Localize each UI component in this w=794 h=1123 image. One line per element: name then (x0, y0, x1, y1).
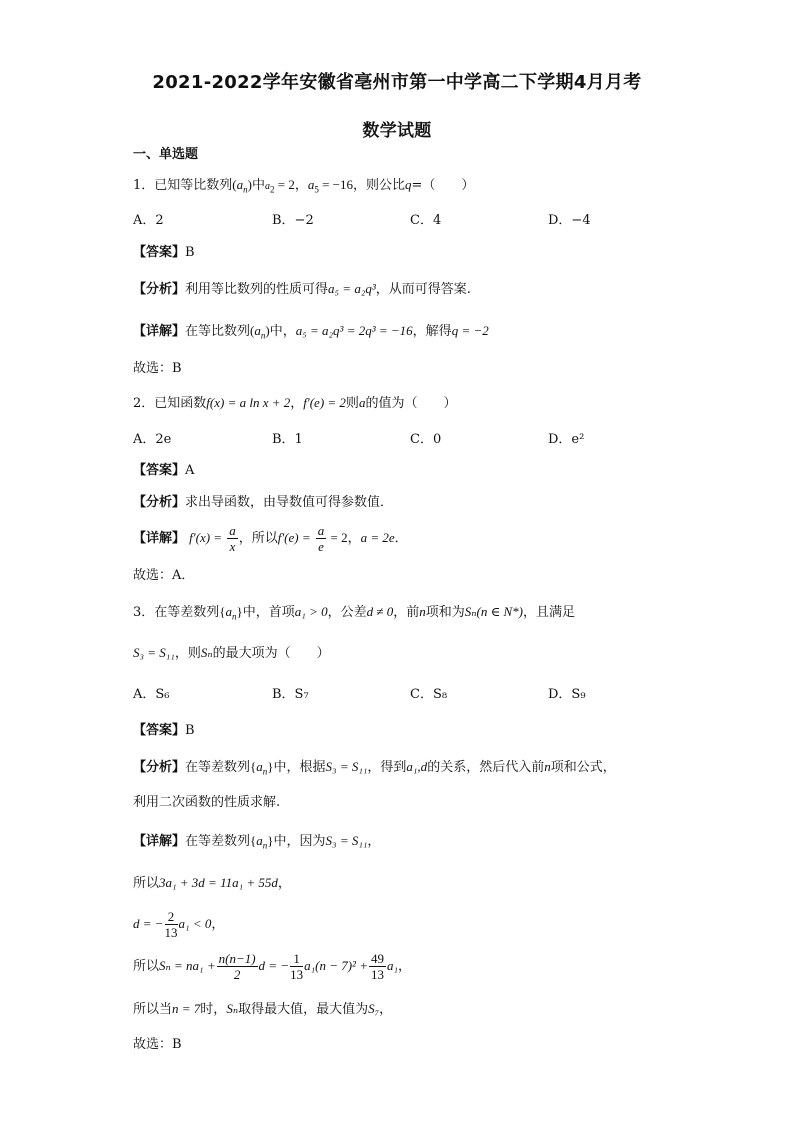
q3-step3-frac2 (290, 951, 303, 982)
q3-stem-f: ，且满足 (523, 605, 576, 620)
q1-c1-var: a (264, 181, 270, 192)
q3-stem-d: ，前 (393, 605, 420, 620)
q3-analysis-d: 的关系，然后代入前 (427, 760, 545, 775)
q1-detail-c: ，解得 (412, 324, 452, 339)
q3-step2-num: 2 (165, 909, 178, 925)
q3-step3-mid2: a₁(n − 7)² + (304, 958, 368, 973)
q2-deriv: f′(e) = 2 (303, 395, 346, 410)
q3-detail-b: 中，因为 (273, 834, 326, 849)
q3-step3-frac1-den: 2 (233, 967, 241, 982)
q3-detail-seq-sub: n (262, 840, 268, 851)
q2-stem (133, 394, 456, 413)
q2-detail-f: f′(x) = (189, 530, 223, 545)
q3-step2 (133, 908, 224, 941)
q3-detail-cond: S₃ = S₁₁ (325, 833, 368, 848)
q1-detail: 【详解】在等比数列$(a_n)$中，a₅ = a₂q³ = 2q³ = −16，解得q = −2 (133, 323, 489, 341)
q3-analysis-vars: a₁,d (406, 759, 428, 774)
q3-analysis-cond: S₃ = S₁₁ (325, 759, 368, 774)
q2-frac1-num: a (229, 523, 236, 538)
q2-analysis-text: 求出导函数，由导数值可得参数值． (185, 495, 394, 510)
q3-option-c: C．S₈ (410, 687, 448, 702)
q1-seq: a (236, 177, 244, 192)
q1-analysis (133, 280, 471, 299)
q3-step2-den: 13 (164, 925, 178, 940)
q2-analysis (133, 494, 393, 512)
q2-answer-value: A (185, 463, 195, 478)
q3-stem-b: 中，首项 (242, 605, 295, 620)
q3-cond1: a₁ > 0 (294, 604, 328, 619)
q2-detail-fe: f′(e) = (277, 530, 311, 545)
q1-analysis-tag: 【分析】 (133, 282, 186, 297)
q1-detail-a: 在等比数列 (185, 324, 251, 339)
q1-option-b: B．−2 (272, 213, 314, 228)
q3-stem-line1: 3．在等差数列$\{a_n\}$中，首项a₁ > 0，公差d ≠ 0，前n项和为Sₙ(n ∈ N*)，且满足 (133, 604, 576, 622)
q2-stem-a: 2．已知函数 (133, 396, 207, 411)
q3-detail-seq: a (256, 833, 263, 848)
q1-seq-sub: n (243, 184, 248, 195)
q3-stem-c: ，公差 (327, 605, 367, 620)
q3-step3-frac3-den: 13 (370, 967, 384, 982)
q1-option-d: D．−4 (548, 213, 591, 228)
q3-option-a: A．S₆ (133, 687, 170, 702)
q3-step4 (133, 1000, 392, 1019)
q3-line2-a: ，则 (174, 646, 201, 661)
q3-option-b: B．S₇ (272, 687, 309, 702)
q2-detail-tag: 【详解】 (133, 531, 186, 546)
q3-step3 (133, 950, 411, 983)
q3-analysis-line2: 利用二次函数的性质求解. (133, 795, 281, 810)
q3-step2-end: ， (211, 917, 225, 932)
q2-detail-res: a = 2e (360, 530, 395, 545)
q1-c1-sub: 2 (269, 184, 275, 195)
q2-a-var: a (358, 395, 366, 410)
q3-step4-a: 所以当 (133, 1002, 173, 1017)
q1-c2-var: a (307, 177, 315, 192)
q3-analysis-e: 项和公式， (550, 760, 616, 775)
q2-detail-end: ． (394, 531, 408, 546)
q3-stem-e: 项和为 (425, 605, 465, 620)
q2-detail-c: = 2 (327, 530, 348, 545)
q1-c2-sub: 5 (314, 184, 319, 195)
q1-stem-d: =（ ） (411, 178, 475, 193)
q3-step3-end: ， (398, 959, 412, 974)
q2-stem-b: 则 (345, 396, 359, 411)
q2-option-a: A．2e (133, 432, 172, 447)
q3-step4-cond: n = 7 (172, 1001, 201, 1016)
q3-stem-line2 (133, 644, 330, 663)
q3-step3-frac2-den: 13 (290, 967, 304, 982)
q3-step2-lhs: d = − (133, 916, 164, 931)
q3-step1-a: 所以 (133, 876, 160, 891)
page-subtitle: 数学试题 (362, 121, 432, 141)
q1-sep: ， (294, 178, 308, 193)
q3-step2-frac (165, 909, 178, 940)
q3-analysis-seq: a (256, 759, 263, 774)
q3-analysis-b: 中，根据 (273, 760, 326, 775)
q1-analysis-a: 利用等比数列的性质可得 (185, 282, 329, 297)
q3-seq: a (225, 604, 233, 619)
q3-detail-a: 在等差数列 (185, 834, 251, 849)
q3-n-var: n (419, 604, 426, 619)
q3-line2-cond: S₃ = S₁₁ (133, 645, 175, 660)
q2-detail-b: ，所以 (238, 531, 278, 546)
q3-step3-frac3-num: 49 (370, 951, 384, 966)
q1-q-var: q (405, 177, 412, 192)
q2-stem-c: 的值为（ ） (365, 396, 457, 411)
q3-analysis-tag: 【分析】 (133, 760, 186, 775)
q2-frac1-den: x (229, 539, 236, 554)
q1-detail-seq: a (254, 323, 261, 338)
q3-option-d: D．S₉ (548, 687, 586, 702)
q3-conclusion: 故选：B (133, 1037, 182, 1052)
q2-frac2-num: a (317, 523, 325, 538)
q2-answer-tag: 【答案】 (133, 463, 186, 478)
q3-stem-a: 3．在等差数列 (133, 605, 220, 620)
q2-option-c: C．0 (410, 432, 442, 447)
q1-analysis-formula: a₅ = a₂q³ (328, 281, 376, 296)
page-title: 2021-2022学年安徽省亳州市第一中学高二下学期4月月考 (152, 72, 642, 93)
q3-step3-end-var: a₁ (386, 958, 398, 973)
q1-c2-val: = −16 (318, 177, 354, 192)
q3-line2-sn: Sₙ (200, 645, 213, 660)
q3-step3-mid: d = − (258, 958, 290, 973)
q3-sn: Sₙ(n ∈ N*) (464, 604, 524, 619)
q1-option-c: C．4 (410, 213, 442, 228)
section-heading: 一、单选题 (133, 147, 199, 162)
q1-detail-formula: a₅ = a₂q³ = 2q³ = −16 (295, 323, 413, 338)
q3-detail: 【详解】在等差数列$\{a_n\}$中，因为S₃ = S₁₁， (133, 833, 381, 851)
q2-option-b: B．1 (272, 432, 303, 447)
q3-answer-tag: 【答案】 (133, 723, 186, 738)
q1-answer (133, 244, 195, 262)
q1-detail-seq-sub: n (260, 330, 266, 341)
q2-frac1 (227, 523, 238, 554)
q2-conclusion: 故选：A． (133, 568, 195, 583)
q1-conclusion: 故选：B (133, 361, 182, 376)
q3-step4-b: 时， (200, 1002, 227, 1017)
q3-step4-sn: Sₙ (226, 1001, 239, 1016)
q3-detail-c: ， (367, 834, 381, 849)
q2-detail (133, 522, 408, 555)
q3-answer-value: B (185, 723, 195, 738)
q3-analysis-a: 在等差数列 (185, 760, 251, 775)
q3-seq-sub: n (232, 611, 237, 622)
q2-detail-d: ， (347, 531, 361, 546)
q1-answer-value: B (185, 245, 195, 260)
q1-detail-result: q = −2 (451, 323, 489, 338)
q1-stem-c: ，则公比 (353, 178, 406, 193)
q1-stem-text: 1．已知等比数列 (133, 178, 233, 193)
q3-step3-frac1 (217, 951, 258, 982)
q3-analysis-line1: 【分析】在等差数列$\{a_n\}$中，根据S₃ = S₁₁，得到a₁,d的关系，然后代入前n项和公式， (133, 759, 616, 777)
q3-cond2: d ≠ 0 (366, 604, 394, 619)
q1-stem: 1．已知等比数列$(a_n)$中$a_2 = 2$，$a_5 = -16$，则公比q=（ ） (133, 177, 475, 195)
q3-step3-a: 所以 (133, 959, 160, 974)
q3-analysis-c: ，得到 (367, 760, 407, 775)
q3-step1-end: ， (277, 876, 291, 891)
q3-step3-lhs: Sₙ = na₁ + (159, 958, 216, 973)
q2-sep: ， (290, 396, 304, 411)
q2-analysis-tag: 【分析】 (133, 495, 186, 510)
q2-func: f(x) = a ln x + 2 (206, 395, 291, 410)
q3-step1-formula: 3a₁ + 3d = 11a₁ + 55d (159, 875, 278, 890)
q1-analysis-b: ，从而可得答案. (375, 282, 471, 297)
q3-step3-frac3 (369, 951, 386, 982)
q3-step2-rhs: a₁ < 0 (178, 916, 212, 931)
q3-step4-s7: S₇ (368, 1001, 380, 1016)
q3-step1 (133, 874, 291, 893)
q1-answer-tag: 【答案】 (133, 245, 186, 260)
q2-frac2 (316, 523, 327, 554)
q1-option-a: A．2 (133, 213, 164, 228)
q2-answer (133, 462, 194, 480)
q1-detail-b: 中， (269, 324, 296, 339)
q1-detail-tag: 【详解】 (133, 324, 186, 339)
q2-option-d: D．e² (548, 432, 585, 447)
q3-step4-c: 取得最大值，最大值为 (238, 1002, 369, 1017)
q2-frac2-den: e (318, 539, 324, 554)
q1-stem-b: 中 (251, 178, 265, 193)
q3-step3-frac2-num: 1 (290, 951, 303, 967)
q3-detail-tag: 【详解】 (133, 834, 186, 849)
q3-line2-b: 的最大项为（ ） (212, 646, 330, 661)
q3-step3-frac1-num: n(n−1) (218, 951, 256, 966)
q3-step4-end: ， (379, 1002, 393, 1017)
q3-answer (133, 722, 195, 740)
q1-c1-val: = 2 (274, 177, 295, 192)
q3-analysis-n: n (544, 759, 551, 774)
q3-analysis-seq-sub: n (262, 766, 268, 777)
